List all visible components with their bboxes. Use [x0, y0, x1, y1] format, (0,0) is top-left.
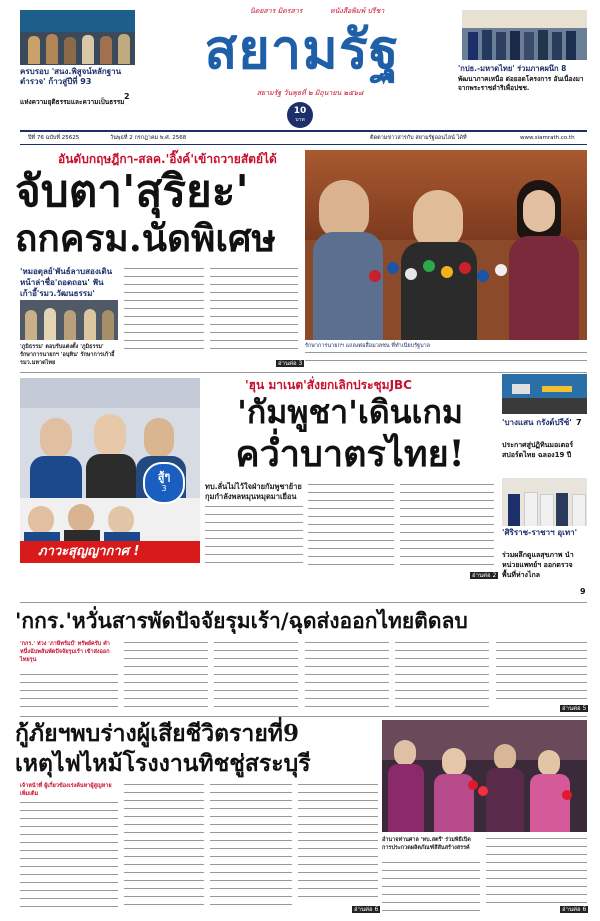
story4-headline-2[interactable]: เหตุไฟไหม้โรงงานทิชชู่สระบุรี	[15, 750, 311, 777]
lead-body-col-1	[20, 368, 118, 370]
story4-deck: เจ้าหน้าที่ ผู้เกี่ยวข้องเร่งค้นหาผู้สูญหายเพิ่มเติม	[20, 783, 112, 797]
story3-headline[interactable]: 'กกร.'หวั่นสารพัดปัจจัยรุมเร้า/ฉุดส่งออกไทยติดลบ	[15, 608, 468, 633]
story3-col-5	[395, 640, 489, 712]
website-link[interactable]: www.siamrath.co.th	[520, 135, 575, 141]
issue-number: ปีที่ 76 ฉบับที่ 25625	[28, 135, 80, 141]
contact-text: ติดตามข่าวสารกับ สยามรัฐออนไลน์ ได้ที่	[370, 135, 467, 141]
sidebar-item2-page: 9	[580, 587, 586, 596]
story4-side-col-1	[382, 860, 480, 912]
lead-photo	[305, 150, 587, 340]
sidebar-photo-1	[502, 374, 587, 414]
story4-col-4	[298, 782, 378, 902]
story4-headline-1[interactable]: กู้ภัยฯพบร่างผู้เสียชีวิตรายที่9	[15, 720, 299, 747]
lead-caption-lines	[305, 350, 587, 366]
right-teaser-title[interactable]: 'กปธ.-มหาดไทย' ร่วมภาคผนึก 8	[458, 64, 567, 73]
lead-next-page[interactable]: อ่านต่อ 3	[278, 360, 303, 367]
masthead	[0, 0, 600, 123]
sidebar-item1-sub: ประกาศสู่ปฏิทินมอเตอร์สปอร์ตไทย ฉลอง19 ปี	[502, 441, 574, 459]
jbc-next-page[interactable]: อ่านต่อ 2	[472, 572, 497, 579]
sidebar-item2-title[interactable]: 'ศิริราช-ราชาฯ อุเทา'	[502, 528, 578, 537]
divider-1	[20, 372, 587, 373]
jbc-body-col-1	[205, 504, 303, 564]
jbc-headline-2[interactable]: คว่ำบาตรไทย!	[235, 433, 465, 475]
story4-next-page[interactable]: อ่านต่อ 6	[354, 906, 379, 913]
story4-side-text: อำนาจท่านศาล 'ทบ.สตรี' ร่วมพิธีเปิดการประกวดผลิตภัณฑ์สีสันสร้างสรรค์	[382, 837, 471, 851]
story4-photo	[382, 720, 587, 832]
lead-deck: 'หมอตุลย์'พันธ์ลาบสองเดินหน้าล่าชื่อ'ถอดถอน' ฟันเก้าอี้'รมว.วัฒนธรรม'	[20, 267, 113, 298]
left-teaser-title[interactable]: ครบรอบ 'สนง.พิสูจน์หลักฐาน ตำรวจ' ก้าวสู่ปีที่ 93	[20, 67, 122, 86]
story4-side-col-2	[486, 836, 587, 906]
story3-col-3	[214, 640, 298, 712]
masthead-logo[interactable]: สยามรัฐ	[204, 17, 400, 81]
jbc-kicker: 'ฮุน มาเนต'สั่งยกเลิกประชุมJBC	[245, 378, 412, 392]
info-bar	[20, 130, 587, 145]
lead-body-col-3	[210, 266, 298, 356]
jbc-deck: ทบ.ลั่นไม่ไว้ใจฝ่ายกัมพูชาย้ายกุมกำลังพลหมุนหมุดมาเยือน	[205, 482, 302, 501]
left-teaser-sub: แห่งความยุติธรรมและความเป็นธรรม	[20, 98, 125, 106]
masthead-tagline-left: นิตยสาร มิตรสาร	[250, 7, 303, 15]
story3-col-2	[124, 640, 208, 712]
sidebar-item2-sub: ร่วมผลึกดูแลสุขภาพ นำหน่วยแพทย์ฯ ออกตรวจ พื้นที่ห่างไกล	[502, 551, 574, 579]
lead-body-col-2	[124, 266, 204, 356]
story4-side-next-page[interactable]: อ่านต่อ 6	[562, 906, 587, 913]
sidebar-item1-page: 7	[576, 418, 582, 427]
party-badge-text: สู้ๆ	[157, 470, 171, 483]
story4-col-3	[210, 782, 292, 912]
story4-col-1	[20, 800, 118, 912]
lead-headline-1[interactable]: จับตา'สุริยะ'	[15, 166, 249, 217]
lead-inset-photo	[20, 300, 118, 340]
masthead-tagline-right: หนังสือพิมพ์ ปรีชา	[330, 7, 385, 15]
divider-2	[20, 602, 587, 603]
left-teaser-page: 2	[124, 92, 130, 101]
jbc-headline-1[interactable]: 'กัมพูชา'เดินเกม	[237, 393, 463, 431]
right-teaser-sub: พัฒนาภาคเหนือ ต่อยอดโครงการ อันเนื่องมาจากพระราชดำริเพื่อปชช.	[458, 75, 584, 92]
lead-photo-caption: รักษาการนายกฯ แถลงต่อสื่อมวลชน ที่ทำเนียบรัฐบาล	[305, 343, 431, 349]
issue-date: วันพุธที่ 2 กรกฎาคม พ.ศ. 2568	[110, 135, 187, 141]
right-teaser-photo	[462, 10, 587, 60]
left-teaser-photo	[20, 10, 135, 65]
story3-col-6	[496, 640, 587, 700]
party-badge	[143, 462, 185, 504]
story3-next-page[interactable]: อ่านต่อ 5	[562, 705, 587, 712]
story3-col-1	[20, 672, 118, 712]
lead-byline: 'ภูมิธรรม' ตอบรับแต่งตั้ง 'ภูมิธรรม' รักษาการนายกฯ 'อนุทิน' รักษาการเก้าอี้ รมว.มหาดไทย	[20, 344, 115, 366]
sidebar-photo-2	[502, 478, 587, 526]
story3-deck: 'กกร.' ห่วง 'ภาษีทรัมป์' ทรัพย์ครับ คำหนึ่งฉับพลันพัดปัจจัยรุมเร้า เข้าส่งออกไทยรุน	[20, 641, 110, 663]
lead-headline-2[interactable]: ถกครม.นัดพิเศษ	[15, 216, 276, 260]
lead-kicker: อันดับกฤษฎีกา-สลค.'อิ๊งค์'เข้าถวายสัตย์ได้	[58, 152, 277, 166]
price-value: 10	[293, 106, 307, 116]
sidebar-item1-title[interactable]: 'บางแสน กรังด์ปรีซ์'	[502, 418, 572, 427]
masthead-date-script: สยามรัฐ วันพุธที่ ๒ มิถุนายน ๒๕๖๘	[256, 89, 364, 97]
divider-3	[20, 716, 587, 717]
price-badge	[287, 102, 313, 128]
red-banner-text: ภาวะสุญญากาศ !	[38, 544, 140, 559]
red-banner	[20, 541, 200, 563]
story3-col-4	[305, 640, 389, 712]
story4-col-2	[124, 782, 204, 912]
jbc-body-col-2	[308, 482, 394, 570]
jbc-body-col-3	[400, 482, 494, 570]
price-unit: บาท	[295, 117, 305, 123]
party-badge-number: 3	[161, 484, 167, 493]
